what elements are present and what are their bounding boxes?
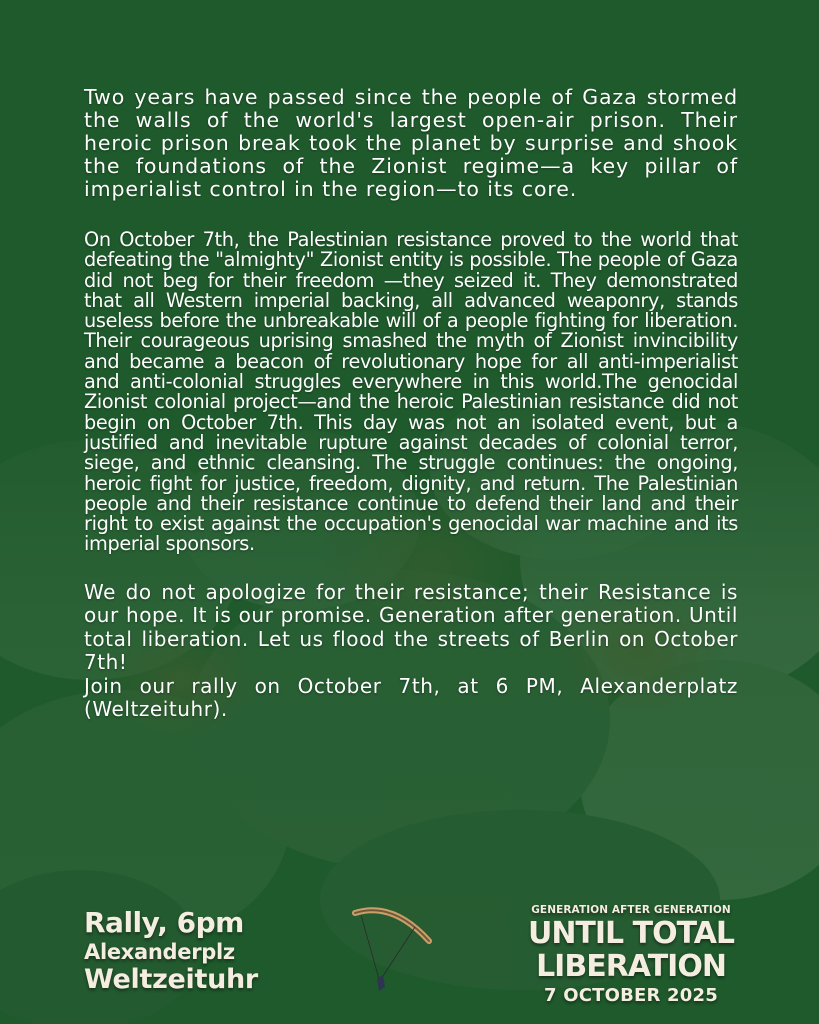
rally-landmark: Weltzeituhr xyxy=(84,964,258,995)
tagline-kicker: GENERATION AFTER GENERATION xyxy=(531,904,731,916)
paragraph-3: We do not apologize for their resistance; their Resistance is our hope. It is our promise. Generation after generation. Until total liberation. Let us flood the streets of Berlin on October 7th! xyxy=(84,579,738,675)
rally-place: Alexanderplz xyxy=(84,940,235,964)
main-text xyxy=(84,86,738,722)
tagline-block xyxy=(526,903,736,1009)
paragraph-1: Two years have passed since the people of Gaza stormed the walls of the world's largest open-air prison. Their heroic prison break took the planet by surprise and shook the foundations of the Zionist regime—a key pillar of imperialist control in the region—to its core. xyxy=(84,85,738,201)
rally-time: Rally, 6pm xyxy=(84,906,244,939)
tagline-date: 7 OCTOBER 2025 xyxy=(544,985,718,1006)
paragraph-2: On October 7th, the Palestinian resistance proved to the world that defeating the "almighty" Zionist entity is possible. The people of Gaza did not beg for their freedom —they seized it. They demonstrated that all Western imperial backing, all advanced weaponry, stands useless before the unbreakable will of a people fighting for liberation. Their courageous uprising smashed the myth of Zionist invincibility and became a beacon of revolutionary hope for all anti-imperialist and anti-colonial struggles everywhere in this world.The genocidal Zionist colonial project—and the heroic Palestinian resistance did not begin on October 7th. This day was not an isolated event, but a justified and inevitable rupture against decades of colonial terror, siege, and ethnic cleansing. The struggle continues: the ongoing, heroic fight for justice, freedom, dignity, and return. The Palestinian people and their resistance continue to defend their land and their right to exist against the occupation's genocidal war machine and its imperial sponsors. xyxy=(84,228,738,556)
paragraph-4: Join our rally on October 7th, at 6 PM, Alexanderplatz (Weltzeituhr). xyxy=(84,673,738,722)
rally-info xyxy=(84,906,258,996)
tagline-headline-1: UNTIL TOTAL xyxy=(527,916,735,951)
tagline-headline-2: LIBERATION xyxy=(536,949,726,984)
